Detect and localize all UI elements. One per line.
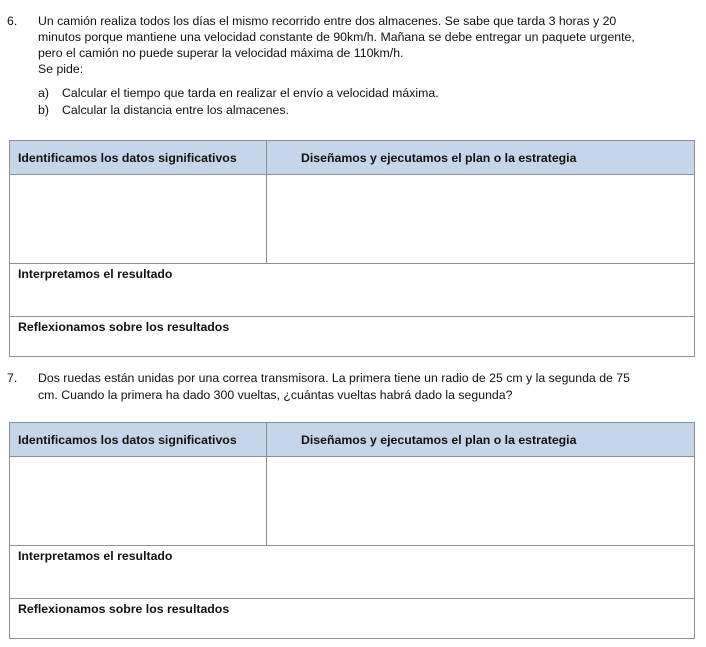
problem-6-number: 6. <box>7 14 18 28</box>
problem-6-item-a <box>38 86 439 100</box>
item-a-letter: a) <box>38 86 49 100</box>
worksheet-table-2 <box>9 422 695 639</box>
table-2-header-data: Identificamos los datos significativos <box>10 423 267 457</box>
item-a-text: Calcular el tiempo que tarda en realizar el envío a velocidad máxima. <box>62 86 439 100</box>
problem-6-item-b <box>38 103 289 117</box>
table-2-interpret-row[interactable]: Interpretamos el resultado <box>10 546 695 599</box>
table-2-reflect-row[interactable]: Reflexionamos sobre los resultados <box>10 599 695 639</box>
problem-7-line-2: cm. Cuando la primera ha dado 300 vueltas, ¿cuántas vueltas habrá dado la segunda? <box>38 388 513 402</box>
problem-7-line-1: Dos ruedas están unidas por una correa transmisora. La primera tiene un radio de 25 cm y la segunda de 75 <box>38 371 630 385</box>
table-2-header-plan: Diseñamos y ejecutamos el plan o la estrategia <box>267 423 695 457</box>
table-2-data-cell[interactable] <box>10 457 267 546</box>
problem-6-line-4: Se pide: <box>38 62 84 76</box>
worksheet-table-1 <box>9 140 695 357</box>
table-2-plan-cell[interactable] <box>267 457 695 546</box>
item-b-text: Calcular la distancia entre los almacenes. <box>62 103 289 117</box>
table-1-interpret-row[interactable]: Interpretamos el resultado <box>10 264 695 317</box>
problem-6-line-1: Un camión realiza todos los días el mismo recorrido entre dos almacenes. Se sabe que tarda 3 horas y 20 <box>38 14 617 28</box>
table-1-header-data: Identificamos los datos significativos <box>10 141 267 175</box>
item-b-letter: b) <box>38 103 49 117</box>
problem-6-line-3: pero el camión no puede superar la velocidad máxima de 110km/h. <box>38 46 404 60</box>
problem-6-line-2: minutos porque mantiene una velocidad constante de 90km/h. Mañana se debe entregar un paquete urgente, <box>38 30 635 44</box>
problem-7-number: 7. <box>7 371 18 385</box>
table-1-reflect-row[interactable]: Reflexionamos sobre los resultados <box>10 317 695 357</box>
table-1-data-cell[interactable] <box>10 175 267 264</box>
table-1-plan-cell[interactable] <box>267 175 695 264</box>
table-1-header-plan: Diseñamos y ejecutamos el plan o la estrategia <box>267 141 695 175</box>
